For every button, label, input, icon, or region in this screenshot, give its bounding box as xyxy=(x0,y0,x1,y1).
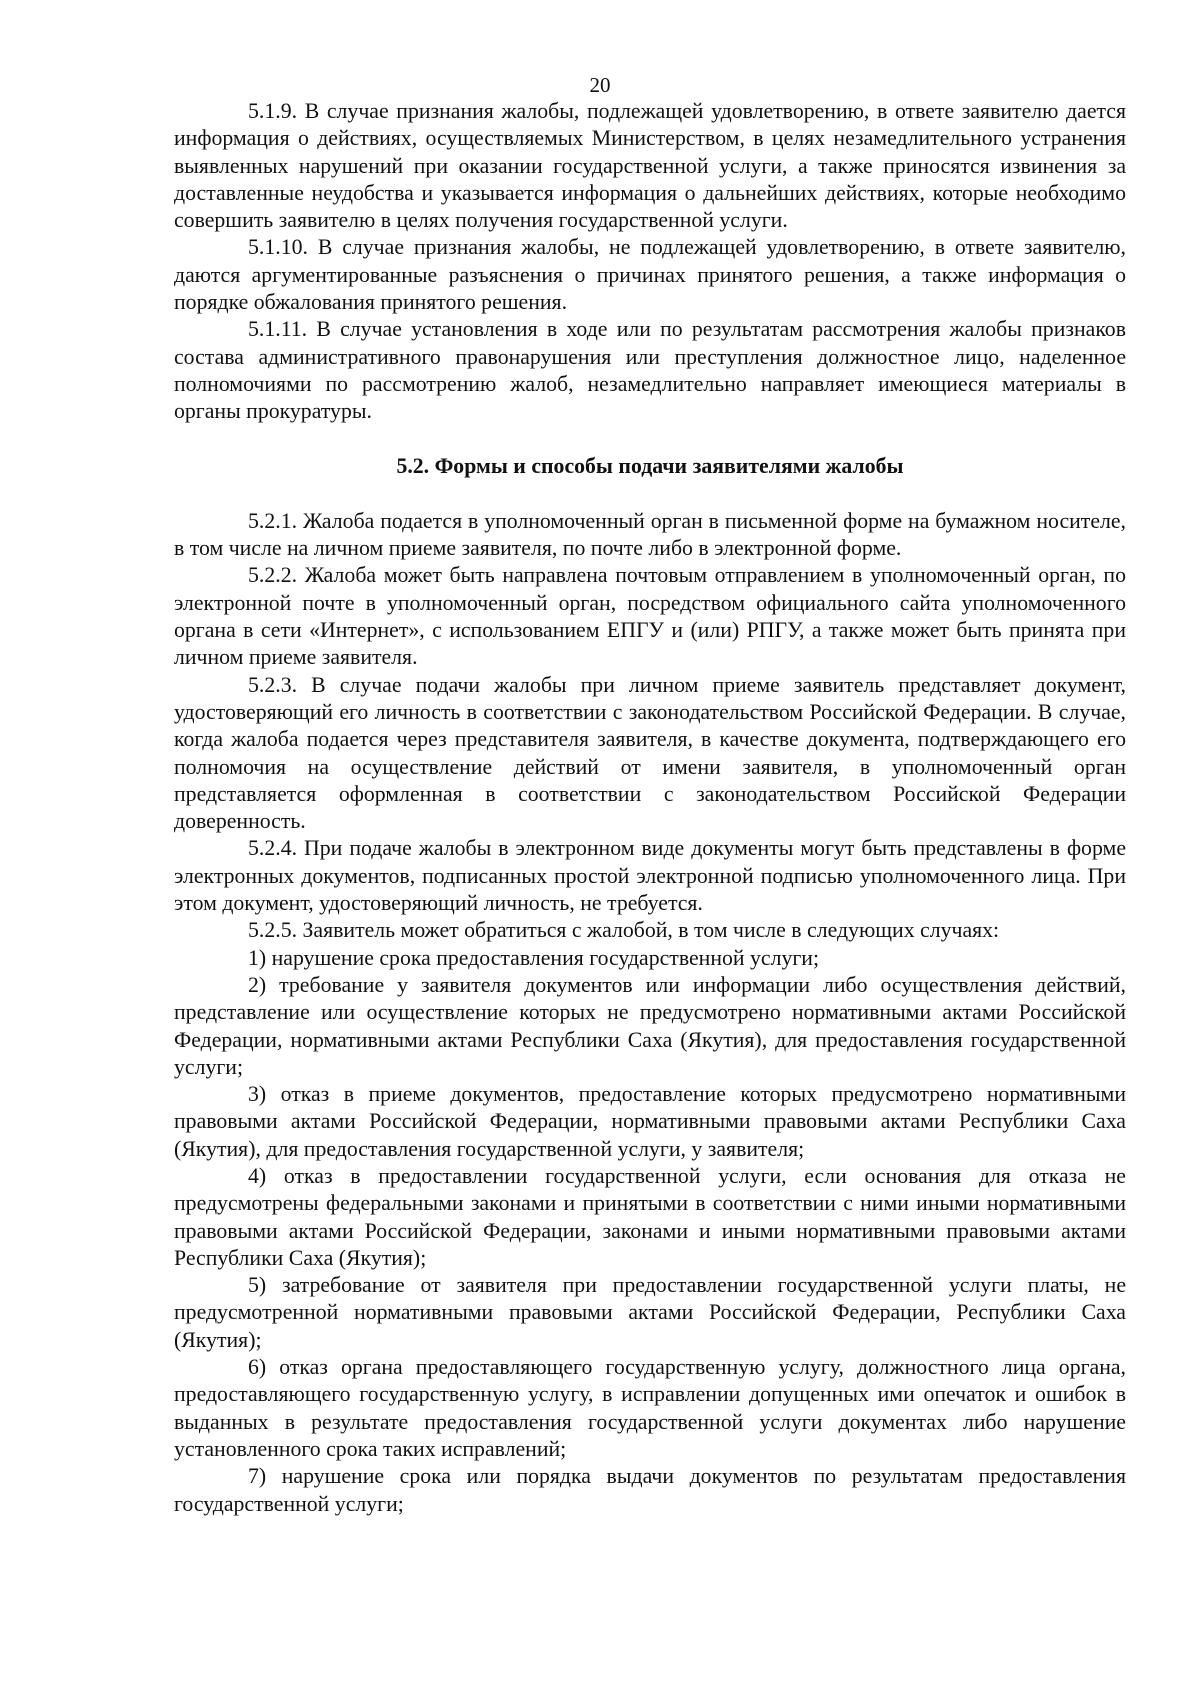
list-item-7: 7) нарушение срока или порядка выдачи документов по результатам предоставления государственной услуги; xyxy=(174,1464,1126,1516)
paragraph-5-2-2: 5.2.2. Жалоба может быть направлена почтовым отправлением в уполномоченный орган, по электронной почте в уполномоченный орган, посредством официального сайта уполномоченного органа в сети «Интернет», с использованием ЕПГУ и (или) РПГУ, а также может быть принята при личном приеме заявителя. xyxy=(174,563,1126,670)
section-heading: 5.2. Формы и способы подачи заявителями жалобы xyxy=(396,453,904,478)
paragraph-5-2-1: 5.2.1. Жалоба подается в уполномоченный орган в письменной форме на бумажном носителе, в том числе на личном приеме заявителя, по почте либо в электронной форме. xyxy=(174,508,1126,561)
paragraph-5-2-4: 5.2.4. При подаче жалобы в электронном виде документы могут быть представлены в форме электронных документов, подписанных простой электронной подписью уполномоченного лица. При этом документ, удостоверяющий личность, не требуется. xyxy=(174,836,1126,916)
paragraph-5-2-3: 5.2.3. В случае подачи жалобы при личном приеме заявитель представляет документ, удостоверяющий его личность в соответствии с законодательством Российской Федерации. В случае, когда жалоба подается через представителя заявителя, в качестве документа, подтверждающего его полномочия на осуществление действий от имени заявителя, в уполномоченный орган представляется оформленная в соответствии с законодательством Российской Федерации доверенность. xyxy=(174,672,1126,834)
list-item-4: 4) отказ в предоставлении государственной услуги, если основания для отказа не предусмотрены федеральными законами и принятыми в соответствии с ними иными нормативными правовыми актами Российской Федерации, законами и иными нормативными правовыми актами Республики Саха (Якутия); xyxy=(174,1163,1126,1270)
paragraph-5-1-11: 5.1.11. В случае установления в ходе или по результатам рассмотрения жалобы признаков состава административного правонарушения или преступления должностное лицо, наделенное полномочиями по рассмотрению жалоб, незамедлительно направляет имеющиеся материалы в органы прокуратуры. xyxy=(174,317,1126,424)
list-item-6: 6) отказ органа предоставляющего государственную услугу, должностного лица органа, предоставляющего государственную услугу, в исправлении допущенных ими опечаток и ошибок в выданных в результате предоставления государственной услуги документах либо нарушение установленного срока таких исправлений; xyxy=(174,1355,1126,1461)
paragraph-5-1-9: 5.1.9. В случае признания жалобы, подлежащей удовлетворению, в ответе заявителю дается информация о действиях, осуществляемых Министерством, в целях незамедлительного устранения выявленных нарушений при оказании государственной услуги, а также приносятся извинения за доставленные неудобства и указывается информация о дальнейших действиях, которые необходимо совершить заявителю в целях получения государственной услуги. xyxy=(174,99,1126,233)
paragraph-5-2-5: 5.2.5. Заявитель может обратиться с жалобой, в том числе в следующих случаях: xyxy=(248,918,1000,943)
paragraph-5-1-10: 5.1.10. В случае признания жалобы, не подлежащей удовлетворению, в ответе заявителю, даются аргументированные разъяснения о причинах принятого решения, а также информация о порядке обжалования принятого решения. xyxy=(174,235,1126,315)
list-item-5: 5) затребование от заявителя при предоставлении государственной услуги платы, не предусмотренной нормативными правовыми актами Российской Федерации, Республики Саха (Якутия); xyxy=(174,1273,1126,1352)
page-number: 20 xyxy=(589,73,611,97)
list-item-3: 3) отказ в приеме документов, предоставление которых предусмотрено нормативными правовыми актами Российской Федерации, нормативными правовыми актами Республики Саха (Якутия), для предоставления государственной услуги, у заявителя; xyxy=(174,1082,1126,1161)
list-item-2: 2) требование у заявителя документов или информации либо осуществления действий, представление или осуществление которых не предусмотрено нормативными актами Российской Федерации, нормативными актами Республики Саха (Якутия), для предоставления государственной услуги; xyxy=(174,972,1126,1079)
document-body xyxy=(174,98,1126,1518)
list-item-1: 1) нарушение срока предоставления государственной услуги; xyxy=(248,945,820,970)
